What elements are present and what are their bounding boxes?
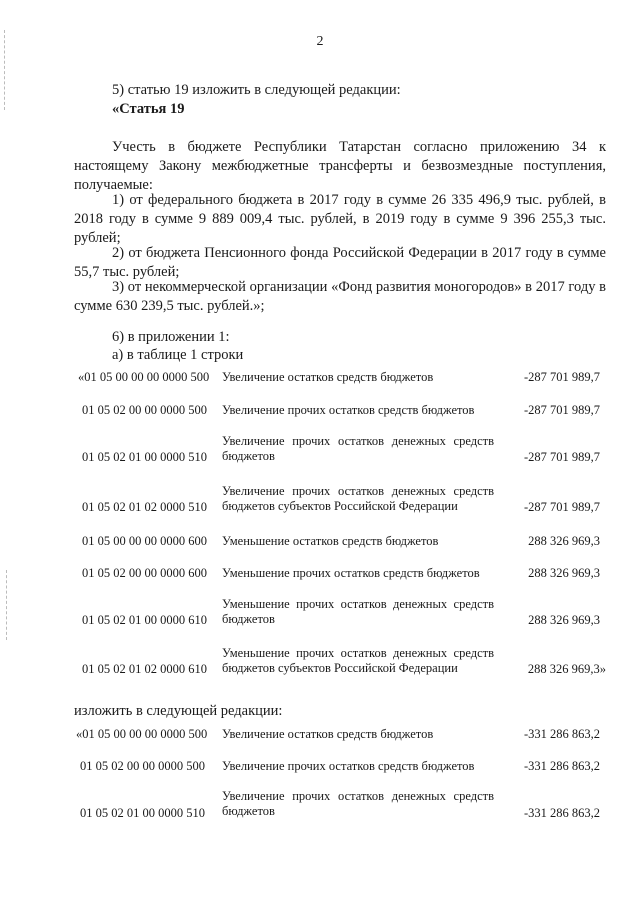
row-description: Увеличение прочих остатков денежных средств бюджетов субъектов Российской Федерации [222,484,494,513]
item-6: 6) в приложении 1: [112,329,230,345]
subitem-2: 2) от бюджета Пенсионного фонда Российской Федерации в 2017 году в сумме 55,7 тыс. рублей; [74,245,606,280]
row-description: Увеличение прочих остатков денежных средств бюджетов [222,434,494,463]
page-number: 2 [316,34,324,49]
subitem-1: 1) от федерального бюджета в 2017 году в сумме 26 335 496,9 тыс. рублей, в 2018 году в сумме 9 889 009,4 тыс. рублей, в 2019 году в сумме 9 396 255,3 тыс. рублей; [74,192,606,246]
row-value: 288 326 969,3 [528,613,600,627]
row-code: 01 05 02 00 00 0000 500 [82,403,207,417]
row-code: 01 05 02 00 00 0000 500 [80,759,205,773]
row-value: -331 286 863,2 [523,759,600,773]
row-description: Уменьшение прочих остатков денежных средств бюджетов субъектов Российской Федерации [222,646,494,675]
row-value: 288 326 969,3 [528,566,600,580]
row-value: -287 701 989,7 [523,403,600,417]
subitem-3: 3) от некоммерческой организации «Фонд развития моногородов» в 2017 году в сумме 630 239,5 тыс. рублей.»; [74,279,606,314]
row-code: 01 05 00 00 00 0000 600 [82,534,207,548]
new-edition-heading: изложить в следующей редакции: [74,703,283,719]
row-value: -287 701 989,7 [523,450,600,464]
row-code: 01 05 02 01 02 0000 610 [82,662,207,676]
row-value: -331 286 863,2 [523,806,600,820]
main-paragraph: Учесть в бюджете Республики Татарстан согласно приложению 34 к настоящему Закону межбюджетные трансферты и безвозмездные поступления, получаемые: [74,139,606,193]
row-description: Увеличение остатков средств бюджетов [222,727,434,741]
row-code: «01 05 00 00 00 0000 500 [76,727,208,741]
row-code: 01 05 02 01 00 0000 510 [80,806,205,820]
row-description: Увеличение прочих остатков средств бюджетов [222,759,475,773]
item-5: 5) статью 19 изложить в следующей редакции: [112,82,401,98]
row-description: Увеличение остатков средств бюджетов [222,370,434,384]
row-description: Уменьшение остатков средств бюджетов [222,534,439,548]
row-code: 01 05 02 01 02 0000 510 [82,500,207,514]
row-description: Уменьшение прочих остатков денежных средств бюджетов [222,597,494,626]
row-description: Увеличение прочих остатков денежных средств бюджетов [222,789,494,818]
row-value: -287 701 989,7 [523,500,600,514]
row-code: 01 05 02 01 00 0000 510 [82,450,207,464]
row-value: 288 326 969,3 [528,534,600,548]
row-value: 288 326 969,3» [527,662,606,676]
row-code: «01 05 00 00 00 0000 500 [78,370,210,384]
item-6a: а) в таблице 1 строки [112,347,244,363]
row-description: Уменьшение прочих остатков средств бюджетов [222,566,480,580]
scan-edge-marks [6,570,9,640]
row-code: 01 05 02 01 00 0000 610 [82,613,207,627]
row-value: -331 286 863,2 [523,727,600,741]
article-title: «Статья 19 [112,101,185,117]
row-code: 01 05 02 00 00 0000 600 [82,566,207,580]
row-value: -287 701 989,7 [523,370,600,384]
row-description: Увеличение прочих остатков средств бюджетов [222,403,475,417]
